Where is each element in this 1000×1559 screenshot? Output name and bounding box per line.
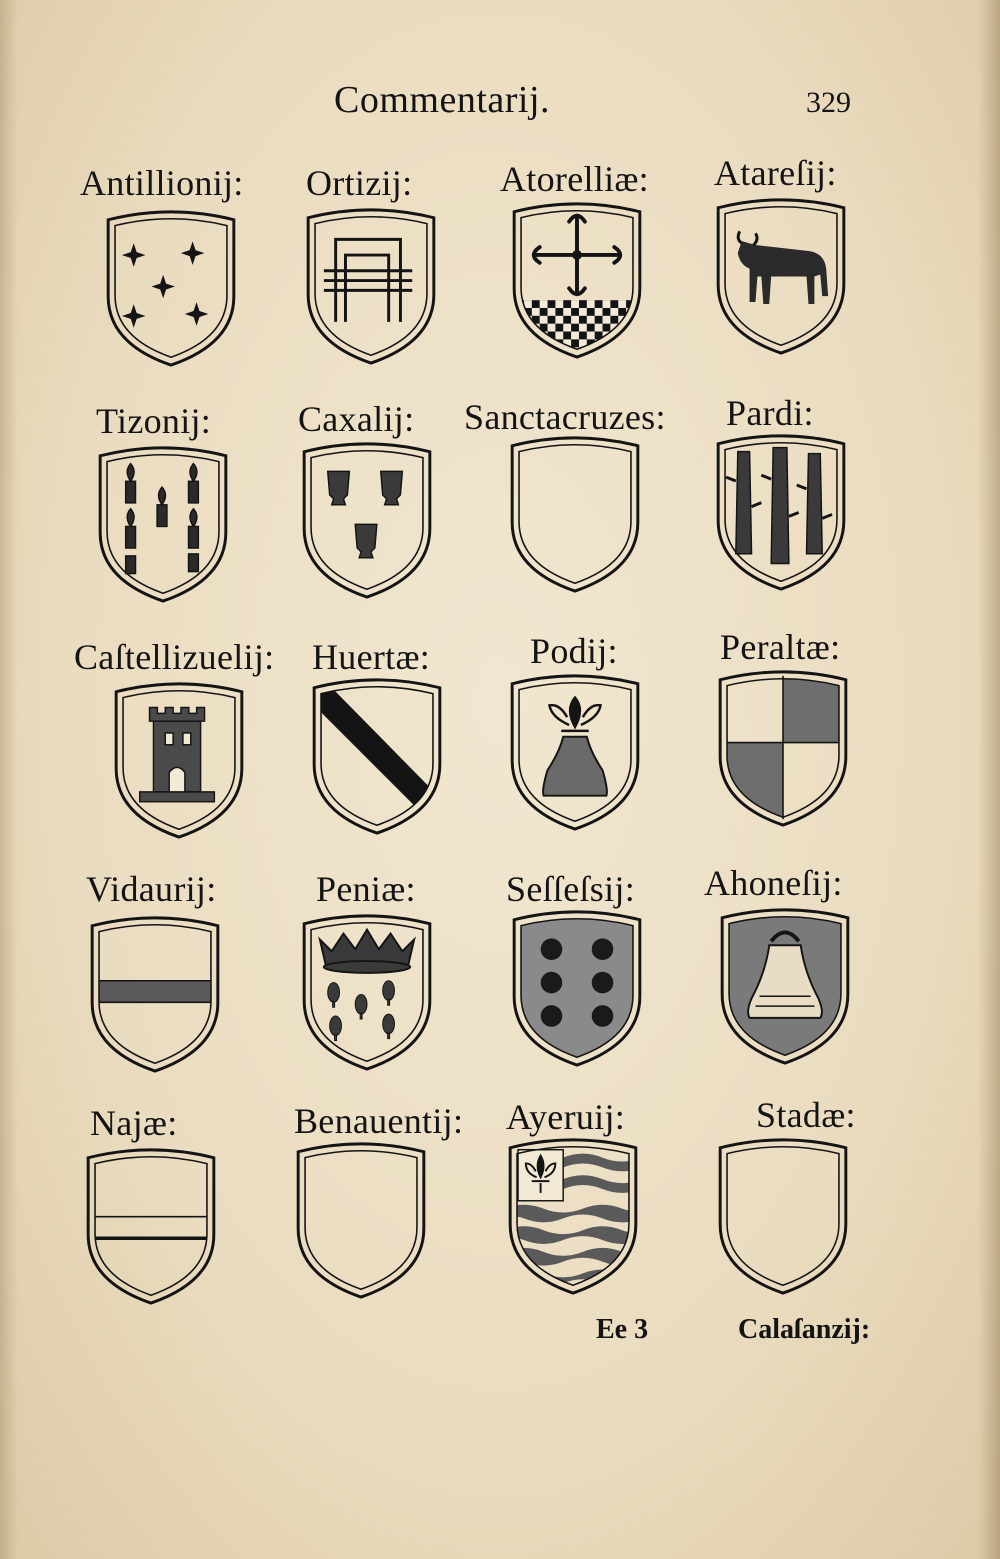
arms-label-ataresij: Atareſij: [714,153,837,193]
tower-icon [110,678,248,840]
arms-label-benauentij: Benauentij: [294,1101,464,1141]
arms-label-stadae: Stadæ: [756,1095,856,1135]
six-firebrands-icon [94,442,232,604]
running-head: Commentarij. [334,79,551,121]
arms-label-ortizij: Ortizij: [306,163,413,203]
three-cups-icon [298,438,436,600]
bend-icon [308,674,446,836]
three-tree-trunks-icon [712,430,850,592]
arms-label-antillionij: Antillionij: [80,163,244,203]
ox-icon [712,194,850,356]
quarterly-icon [714,666,852,828]
blank-shield-icon [506,432,644,594]
portcullis-frame-icon [302,204,440,366]
blank-shield-icon [714,1134,852,1296]
arms-label-peraltae: Peraltæ: [720,627,841,667]
catchword: Calaſanzij: [738,1314,871,1345]
arms-label-atorelliae: Atorelliæ: [500,159,649,199]
arms-label-najae: Najæ: [90,1103,178,1143]
page-edge-shadow-left [0,0,18,1559]
six-roundels-icon [508,906,646,1068]
fleur-de-lis-on-bell-icon [506,670,644,832]
arms-label-ahonesij: Ahoneſij: [704,863,843,903]
arms-label-peniae: Peniæ: [316,869,416,909]
arms-label-caxalij: Caxalij: [298,399,415,439]
signature-mark: Ee 3 [596,1314,649,1345]
arms-label-vidaurij: Vidaurij: [86,869,217,909]
arms-label-castellizuelij: Caſtellizuelij: [74,637,275,677]
arms-label-sessesij: Seſſeſsij: [506,869,635,909]
five-stars-icon [102,206,240,368]
crown-and-trees-icon [298,910,436,1072]
page-edge-shadow-right [978,0,1000,1559]
blank-shield-icon [292,1138,430,1300]
bell-icon [716,904,854,1066]
arms-label-pardi: Pardi: [726,393,814,433]
fess-line-icon [82,1144,220,1306]
fleur-de-lis-barry-wavy-icon [504,1134,642,1296]
arms-label-huertae: Huertæ: [312,637,431,677]
page-number: 329 [806,86,851,119]
fess-icon [86,912,224,1074]
cross-fleury-checky-base-icon [508,198,646,360]
arms-label-tizonij: Tizonij: [96,401,212,441]
arms-label-sanctacruzes: Sanctacruzes: [464,397,666,437]
arms-label-ayeruij: Ayeruij: [506,1097,626,1137]
arms-label-podij: Podij: [530,631,618,671]
